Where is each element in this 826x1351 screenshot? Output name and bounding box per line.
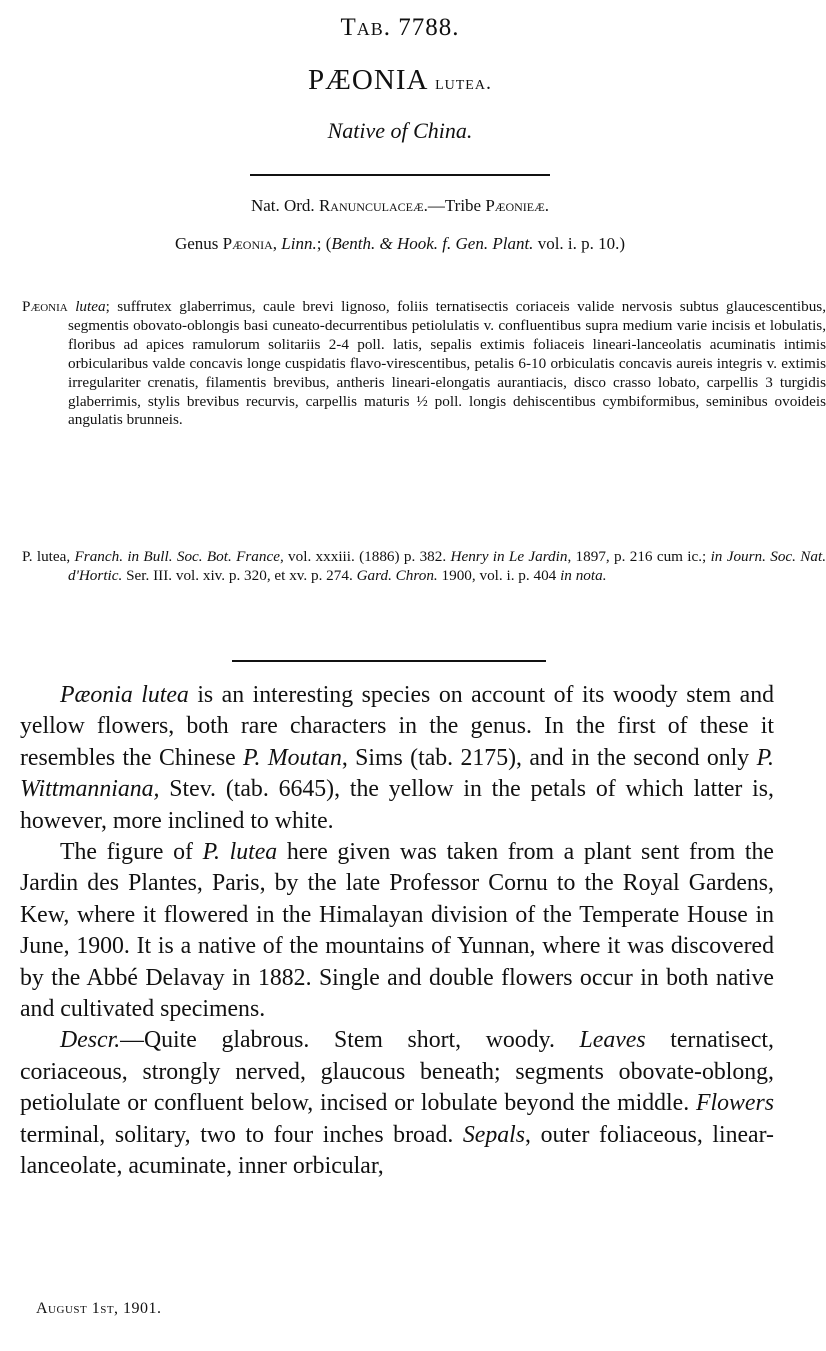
diagnosis-genus: Pæonia xyxy=(22,298,68,315)
plate-number: Tab. 7788. xyxy=(340,14,460,41)
ref-work: Benth. & Hook. f. Gen. Plant. xyxy=(331,234,534,253)
genus-ref-name: Pæonia xyxy=(222,234,273,253)
publication-date: August 1st, 1901. xyxy=(36,1300,162,1317)
citation-3: in Journ. Soc. Nat. d'Hortic. xyxy=(68,548,826,584)
citation-4-detail: 1900, vol. i. p. 404 xyxy=(437,566,561,584)
p3-leaves: Leaves xyxy=(579,1027,646,1054)
p3-descr: Descr. xyxy=(60,1027,121,1054)
order-prefix: Nat. Ord. xyxy=(250,196,319,215)
diagnosis-species: lutea xyxy=(75,298,106,315)
p3-text-b: ternatisect, coriaceous, strongly nerved, glaucous beneath; segments obovate-oblong, petiolulate or confluent below, incised or lobulate beyond the middle. xyxy=(20,1027,774,1117)
citation-name: P. lutea, xyxy=(22,548,75,565)
ref-open: ; ( xyxy=(316,234,332,253)
species-title xyxy=(0,64,800,97)
species-epithet: lutea. xyxy=(435,72,492,94)
main-text xyxy=(20,680,774,1183)
diagnosis-text: ; suffrutex glaberrimus, caule brevi lignoso, foliis ternatisectis coriaceis valide nervosis subtus glaucescentibus, segmentis obovato-oblongis basi cuneato-decurrentibus petiolulatis v. confluentibus supra medium varie incisis et lobulatis, floribus ad apices ramulorum solitariis 2-4 poll. latis, sepalis extimis foliaceis lineari-lanceolatis acuminatis intimis orbicularibus valde concavis longe cuspidatis flavo-virescentibus, petalis 6-10 orbiculatis concavis aureis integris v. extimis irregulariter crenatis, filamentis brevibus, antheris lineari-elongatis aurantiacis, disco crasso lobato, carpellis 3 turgidis glaberrimis, stylis brevibus recurvis, carpellis maturis ½ poll. longis dehiscentibus cymbiformibus, seminibus ovoideis angulatis brunneis. xyxy=(68,298,826,429)
native-region: Native of China. xyxy=(327,118,473,143)
citation-3-detail: Ser. III. vol. xiv. p. 320, et xv. p. 274. xyxy=(122,566,357,584)
citation-2-detail: , 1897, p. 216 cum ic.; xyxy=(567,548,711,565)
paragraph-figure xyxy=(20,837,774,1025)
p2-species-name: P. lutea xyxy=(202,839,278,866)
p1-species-name: Pæonia lutea xyxy=(60,682,189,708)
citation-1-detail: , vol. xxxiii. (1886) p. 382. xyxy=(279,548,451,565)
divider-top xyxy=(250,174,550,176)
citation-1: Franch. in Bull. Soc. Bot. France xyxy=(74,548,280,565)
divider-bottom xyxy=(232,660,546,662)
ref-tail: vol. i. p. 10.) xyxy=(533,234,626,253)
p3-text-d: , outer foliaceous, linear-lanceolate, acuminate, inner orbicular, xyxy=(20,1121,774,1180)
p2-text-a: The figure of xyxy=(60,839,203,866)
p1-text-b: , Sims (tab. 2175), and in the second only xyxy=(341,744,757,771)
p1-text-a: is an interesting species on account of its woody stem and yellow flowers, both rare characters in the genus. In the first of these it resembles the Chinese xyxy=(20,682,775,771)
p3-text-c: terminal, solitary, two to four inches broad. xyxy=(20,1121,463,1148)
tribe-name: Pæonieæ. xyxy=(485,196,550,215)
p1-text-c: Stev. (tab. 6645), the yellow in the petals of which latter is, however, more inclined to white. xyxy=(20,776,774,834)
citation-4: Gard. Chron. xyxy=(356,566,438,584)
genus-authority: Linn. xyxy=(281,234,317,253)
genus-reference-line xyxy=(0,234,800,254)
genus-sep: , xyxy=(272,234,282,253)
p3-flowers: Flowers xyxy=(695,1090,774,1117)
bibliographic-citations xyxy=(22,548,826,585)
citation-2: Henry in Le Jardin xyxy=(450,548,568,565)
paragraph-description xyxy=(20,1025,774,1182)
paragraph-intro xyxy=(20,680,774,837)
citation-5: in nota. xyxy=(560,566,607,584)
order-name: Ranunculaceæ xyxy=(318,196,424,215)
p1-moutan: P. Moutan xyxy=(243,744,342,771)
natural-order-line xyxy=(0,196,800,216)
p3-sepals: Sepals xyxy=(462,1121,526,1148)
genus-name: PÆONIA xyxy=(308,64,427,96)
tribe-prefix: .—Tribe xyxy=(423,196,486,215)
p3-text-a: —Quite glabrous. Stem short, woody. xyxy=(120,1027,580,1054)
p1-wittmanniana: P. Wittmanniana, xyxy=(20,744,774,803)
latin-diagnosis xyxy=(22,298,826,430)
genus-prefix: Genus xyxy=(174,234,223,253)
p2-text-b: here given was taken from a plant sent from the Jardin des Plantes, Paris, by the late Professor Cornu to the Royal Gardens, Kew, where it flowered in the Himalayan division of the Temperate House in June, 1900. It is a native of the mountains of Yunnan, where it was discovered by the Abbé Delavay in 1882. Single and double flowers occur in both native and cultivated specimens. xyxy=(20,839,774,1023)
